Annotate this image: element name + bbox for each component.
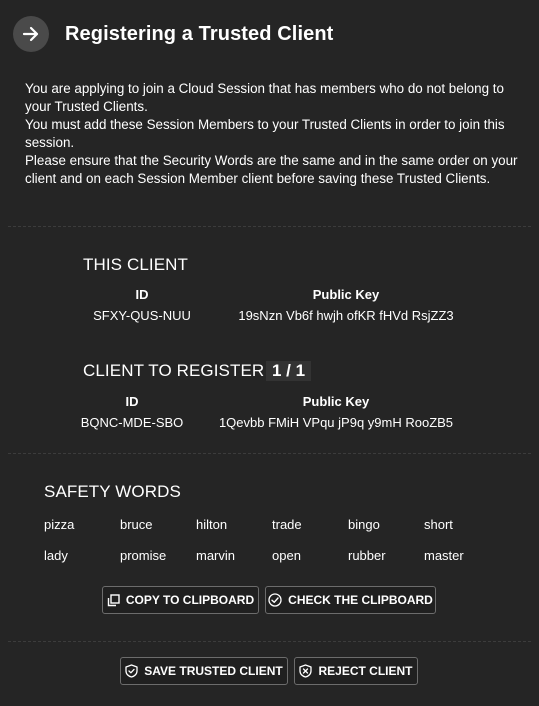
register-client-key: 1Qevbb FMiH VPqu jP9q y9mH RooZB5	[218, 415, 454, 430]
check-circle-icon	[268, 593, 282, 607]
this-client-key: 19sNzn Vb6f hwjh ofKR fHVd RsjZZ3	[238, 308, 454, 323]
save-trusted-client-button[interactable]	[120, 657, 288, 685]
reject-client-button[interactable]	[294, 657, 418, 685]
register-id-header: ID	[125, 394, 139, 409]
page-title: Registering a Trusted Client	[65, 22, 334, 45]
arrow-right-icon	[21, 24, 41, 44]
safety-word: lady	[44, 548, 68, 563]
reject-button-label: REJECT CLIENT	[318, 664, 413, 678]
this-client-id-header: ID	[135, 287, 149, 302]
safety-word: marvin	[196, 548, 236, 563]
safety-word: bingo	[348, 517, 380, 532]
save-button-label: SAVE TRUSTED CLIENT	[144, 664, 283, 678]
intro-line: You are applying to join a Cloud Session that has members who do not belong to your Trusted Clients.	[25, 81, 504, 114]
safety-word: trade	[272, 517, 302, 532]
shield-x-icon	[299, 664, 312, 678]
this-client-title: THIS CLIENT	[83, 255, 189, 274]
register-key-header: Public Key	[302, 394, 370, 409]
intro-line: You must add these Session Members to your Trusted Clients in order to join this session.	[25, 117, 505, 150]
safety-word: master	[424, 548, 464, 563]
client-to-register-title: CLIENT TO REGISTER	[83, 361, 265, 380]
header	[13, 16, 333, 52]
copy-icon	[107, 594, 120, 607]
safety-word: bruce	[120, 517, 153, 532]
register-client-id: BQNC-MDE-SBO	[80, 415, 184, 430]
check-button-label: CHECK THE CLIPBOARD	[288, 593, 433, 607]
safety-word: hilton	[196, 517, 228, 532]
safety-word: open	[272, 548, 301, 563]
divider	[8, 453, 531, 454]
intro-text	[25, 80, 525, 188]
safety-word: short	[424, 517, 453, 532]
safety-word: rubber	[348, 548, 386, 563]
this-client-id: SFXY-QUS-NUU	[93, 308, 191, 323]
safety-words-title: SAFETY WORDS	[44, 482, 181, 501]
shield-check-icon	[125, 664, 138, 678]
client-counter: 1 / 1	[266, 361, 311, 381]
safety-word: pizza	[44, 517, 75, 532]
intro-line: Please ensure that the Security Words are the same and in the same order on your client and on each Session Member client before saving these Trusted Clients.	[25, 153, 518, 186]
copy-button-label: COPY TO CLIPBOARD	[125, 593, 255, 607]
this-client-key-header: Public Key	[312, 287, 380, 302]
copy-to-clipboard-button[interactable]	[102, 586, 259, 614]
back-button[interactable]	[13, 16, 49, 52]
divider	[8, 641, 531, 642]
safety-word: promise	[120, 548, 167, 563]
divider	[8, 226, 531, 227]
check-clipboard-button[interactable]	[265, 586, 436, 614]
